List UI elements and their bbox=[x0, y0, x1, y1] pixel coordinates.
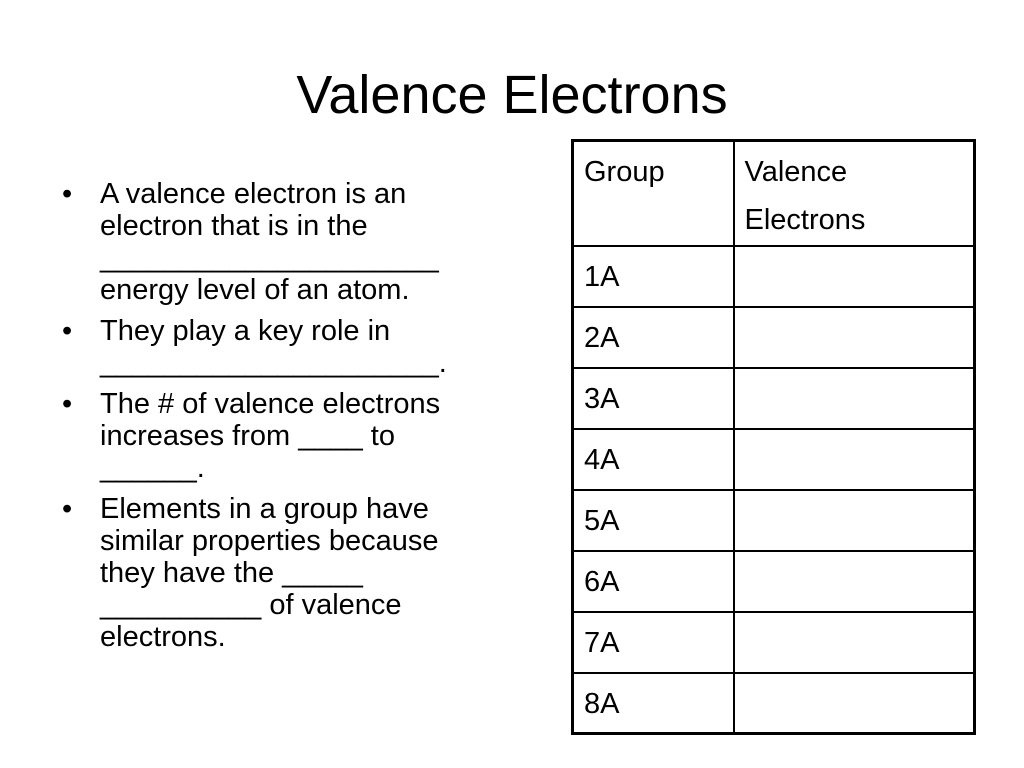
table-row bbox=[573, 551, 975, 612]
slide-title: Valence Electrons bbox=[296, 65, 728, 125]
valence-cell[interactable] bbox=[734, 307, 975, 368]
bullet-item bbox=[62, 388, 532, 484]
valence-cell[interactable] bbox=[734, 246, 975, 307]
header-label: Electrons bbox=[744, 204, 866, 236]
bullet-line: increases from ____ to bbox=[100, 420, 395, 452]
group-cell: 3A bbox=[573, 368, 734, 429]
table-row bbox=[573, 612, 975, 673]
group-valence-table bbox=[571, 139, 976, 735]
group-cell: 5A bbox=[573, 490, 734, 551]
bullet-line: ______. bbox=[100, 452, 205, 484]
group-cell: 2A bbox=[573, 307, 734, 368]
header-cell-group bbox=[573, 141, 734, 246]
group-cell: 4A bbox=[573, 429, 734, 490]
bullet-list bbox=[62, 178, 532, 662]
table-row bbox=[573, 246, 975, 307]
group-cell: 8A bbox=[573, 673, 734, 734]
bullet-dot-icon: • bbox=[62, 315, 73, 347]
table-row bbox=[573, 368, 975, 429]
table-row bbox=[573, 307, 975, 368]
bullet-dot-icon: • bbox=[62, 388, 73, 420]
valence-cell[interactable] bbox=[734, 490, 975, 551]
bullet-line: A valence electron is an bbox=[100, 178, 407, 210]
valence-cell[interactable] bbox=[734, 368, 975, 429]
header-cell-valence-electrons bbox=[734, 141, 975, 246]
group-cell: 7A bbox=[573, 612, 734, 673]
bullet-line: They play a key role in bbox=[100, 315, 391, 347]
bullet-item bbox=[62, 493, 532, 653]
header-label: Group bbox=[584, 156, 665, 188]
table-row bbox=[573, 490, 975, 551]
table-header-row bbox=[573, 141, 975, 246]
bullet-line: electrons. bbox=[100, 621, 226, 653]
valence-cell[interactable] bbox=[734, 612, 975, 673]
bullet-line: energy level of an atom. bbox=[100, 274, 410, 306]
bullet-line: __________ of valence bbox=[100, 589, 402, 621]
valence-cell[interactable] bbox=[734, 429, 975, 490]
group-cell: 1A bbox=[573, 246, 734, 307]
group-cell: 6A bbox=[573, 551, 734, 612]
bullet-line: _____________________ bbox=[100, 242, 439, 274]
table-row bbox=[573, 429, 975, 490]
bullet-line: similar properties because bbox=[100, 525, 439, 557]
bullet-line: Elements in a group have bbox=[100, 493, 429, 525]
bullet-line: The # of valence electrons bbox=[100, 388, 441, 420]
bullet-dot-icon: • bbox=[62, 178, 73, 210]
bullet-line: electron that is in the bbox=[100, 210, 368, 242]
valence-cell[interactable] bbox=[734, 673, 975, 734]
bullet-item bbox=[62, 315, 532, 379]
table-row bbox=[573, 673, 975, 734]
header-label: Valence bbox=[744, 156, 848, 188]
valence-cell[interactable] bbox=[734, 551, 975, 612]
bullet-line: they have the _____ bbox=[100, 557, 363, 589]
bullet-item bbox=[62, 178, 532, 306]
bullet-line: _____________________. bbox=[100, 347, 447, 379]
bullet-dot-icon: • bbox=[62, 493, 73, 525]
